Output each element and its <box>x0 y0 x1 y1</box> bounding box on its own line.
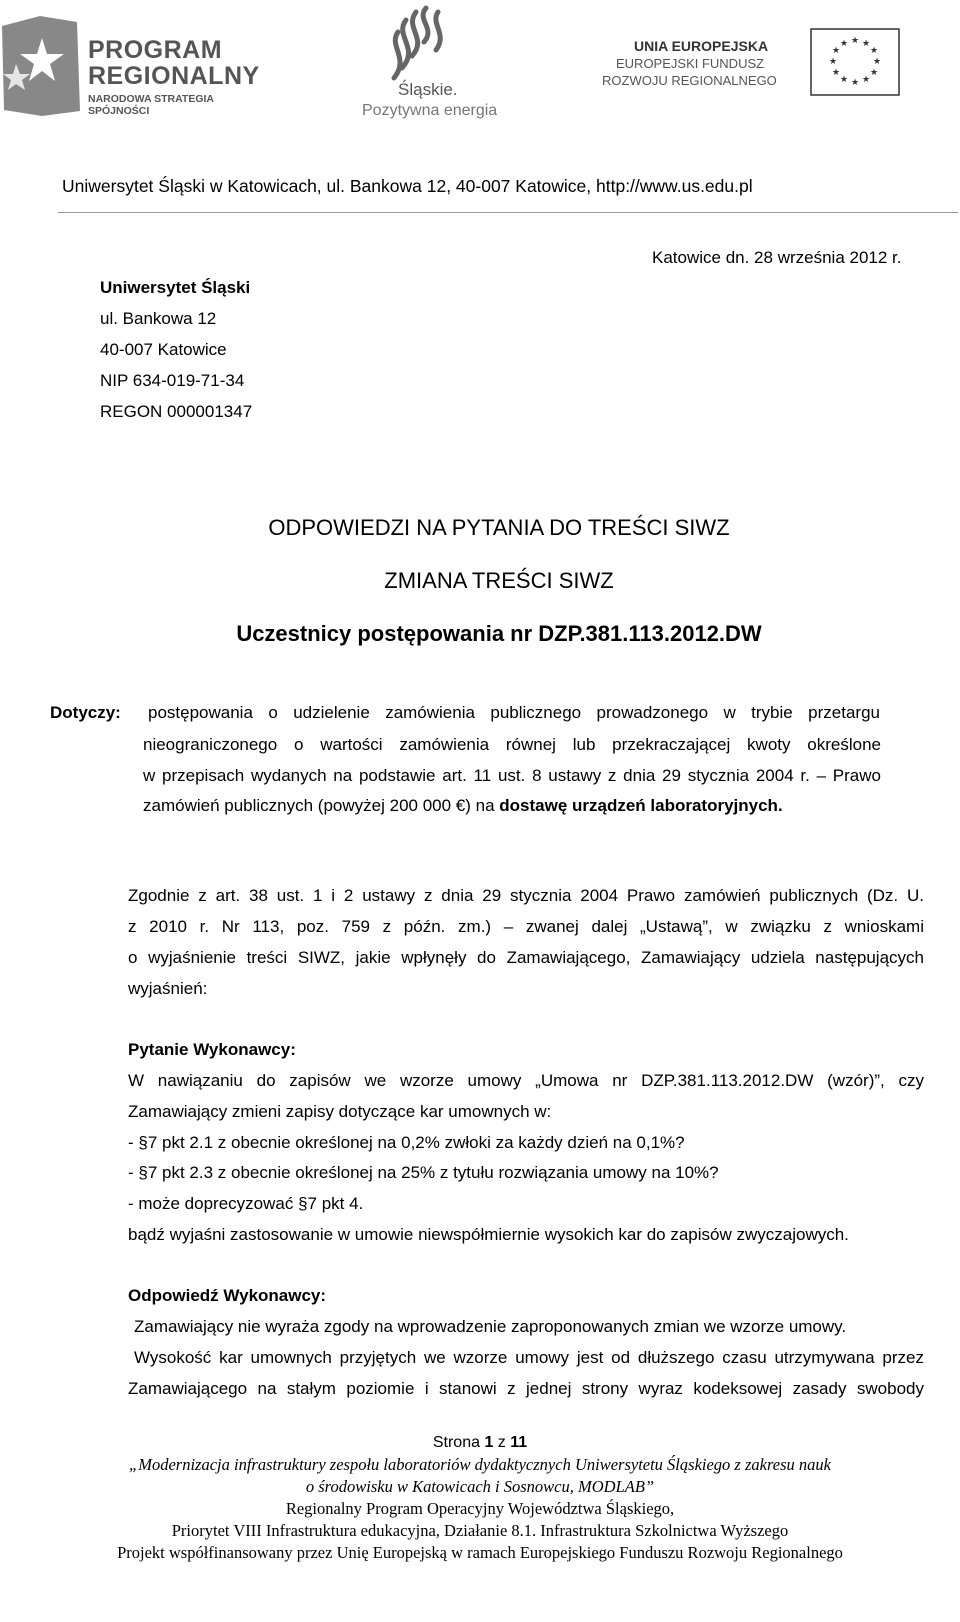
regarding-subject: dostawę urządzeń laboratoryjnych. <box>499 796 783 815</box>
regarding-line1: postępowania o udzielenie zamówienia publicznego prowadzonego w trybie przetargu <box>148 703 880 722</box>
footer-project-line1: „Modernizacja infrastruktury zespołu laboratoriów dydaktycznych Uniwersytetu Śląskiego z zakresu nauk <box>129 1455 831 1474</box>
logo-line2: REGIONALNY <box>88 62 260 90</box>
eu-line3: ROZWOJU REGIONALNEGO <box>602 73 777 88</box>
svg-text:★: ★ <box>839 75 849 85</box>
svg-text:★: ★ <box>828 57 838 67</box>
answer-label: Odpowiedź Wykonawcy: <box>128 1286 327 1305</box>
address-street: ul. Bankowa 12 <box>100 309 217 328</box>
logo-line1: PROGRAM <box>88 36 223 64</box>
question-line5: - może doprecyzować §7 pkt 4. <box>128 1194 364 1213</box>
svg-text:★: ★ <box>869 46 879 56</box>
regarding-line2: nieograniczonego o wartości zamówienia równej lub przekraczającej kwoty określone <box>143 735 881 754</box>
question-label: Pytanie Wykonawcy: <box>128 1040 296 1059</box>
footer-priority-line: Priorytet VIII Infrastruktura edukacyjna, Działanie 8.1. Infrastruktura Szkolnictwa Wyższego <box>171 1521 789 1540</box>
title-change: ZMIANA TREŚCI SIWZ <box>384 568 614 593</box>
slaskie-logo <box>350 2 520 128</box>
svg-text:★: ★ <box>831 68 841 78</box>
svg-text:★: ★ <box>850 78 860 88</box>
regarding-line4 <box>143 796 783 816</box>
slaskie-tagline: Pozytywna energia <box>362 102 498 119</box>
question-line4: - §7 pkt 2.3 z obecnie określonej na 25% z tytułu rozwiązania umowy na 10%? <box>128 1163 719 1182</box>
address-city: 40-007 Katowice <box>100 340 227 359</box>
svg-text:★: ★ <box>861 39 871 49</box>
address-nip: NIP 634-019-71-34 <box>100 371 245 390</box>
answer-line3: Zamawiającego na stałym poziomie i stanowi z jednej strony wyraz kodeksowej zasady swobody <box>128 1379 924 1398</box>
regarding-label: Dotyczy: <box>50 703 121 722</box>
svg-text:★: ★ <box>861 75 871 85</box>
page-prefix: Strona <box>432 1434 485 1451</box>
regarding-line4-text: zamówień publicznych (powyżej 200 000 €) na <box>143 796 500 815</box>
svg-text:★: ★ <box>869 68 879 78</box>
answer-line1: Zamawiający nie wyraża zgody na wprowadzenie zaproponowanych zmian we wzorze umowy. <box>134 1317 847 1336</box>
page-current: 1 <box>484 1434 494 1451</box>
question-line2: Zamawiający zmieni zapisy dotyczące kar umownych w: <box>128 1102 552 1121</box>
header-divider <box>58 212 958 213</box>
title-participants: Uczestnicy postępowania nr DZP.381.113.2012.DW <box>236 621 762 646</box>
svg-text:★: ★ <box>831 46 841 56</box>
svg-text:★: ★ <box>872 57 882 67</box>
question-line3: - §7 pkt 2.1 z obecnie określonej na 0,2% zwłoki za każdy dzień na 0,1%? <box>128 1133 685 1152</box>
regarding-line3: w przepisach wydanych na podstawie art. 11 ust. 8 ustawy z dnia 29 stycznia 2004 r. – Prawo <box>143 766 881 785</box>
intro-line3: o wyjaśnienie treści SIWZ, jakie wpłynęły do Zamawiającego, Zamawiający udziela następujących <box>128 948 924 967</box>
answer-line2: Wysokość kar umownych przyjętych we wzorze umowy jest od dłuższego czasu utrzymywana przez <box>134 1348 924 1367</box>
slaskie-name: Śląskie. <box>398 80 458 99</box>
intro-line4: wyjaśnień: <box>128 979 208 998</box>
footer-cofinance-line: Projekt współfinansowany przez Unię Europejską w ramach Europejskiego Funduszu Rozwoju Regionalnego <box>117 1543 843 1562</box>
program-regionalny-logo <box>0 8 260 118</box>
document-date: Katowice dn. 28 września 2012 r. <box>652 248 902 267</box>
title-answers: ODPOWIEDZI NA PYTANIA DO TREŚCI SIWZ <box>268 515 730 540</box>
question-line6: bądź wyjaśni zastosowanie w umowie niewspółmiernie wysokich kar do zapisów zwyczajowych. <box>128 1225 849 1244</box>
eu-logo <box>596 28 926 108</box>
eu-flag-icon <box>810 28 900 96</box>
eu-line1: UNIA EUROPEJSKA <box>634 38 769 54</box>
svg-text:★: ★ <box>839 39 849 49</box>
star-icon <box>2 16 82 116</box>
page-total: 11 <box>510 1434 528 1451</box>
svg-text:★: ★ <box>850 36 860 46</box>
question-line1: W nawiązaniu do zapisów we wzorze umowy „Umowa nr DZP.381.113.2012.DW (wzór)”, czy <box>128 1071 924 1090</box>
logo-line3: NARODOWA STRATEGIA SPÓJNOŚCI <box>88 93 214 117</box>
page-mid: z <box>493 1434 511 1451</box>
footer-program-line: Regionalny Program Operacyjny Województwa Śląskiego, <box>285 1499 675 1518</box>
wave-stripes-icon <box>376 2 466 82</box>
intro-line1: Zgodnie z art. 38 ust. 1 i 2 ustawy z dnia 29 stycznia 2004 Prawo zamówień publicznych (Dz. U. <box>128 886 924 905</box>
footer-project-line2: o środowisku w Katowicach i Sosnowcu, MODLAB” <box>305 1477 655 1496</box>
intro-line2: z 2010 r. Nr 113, poz. 759 z późn. zm.) – zwanej dalej „Ustawą”, w związku z wnioskami <box>128 917 924 936</box>
address-name: Uniwersytet Śląski <box>100 278 251 297</box>
eu-line2: EUROPEJSKI FUNDUSZ <box>616 56 765 71</box>
header-contact-line: Uniwersytet Śląski w Katowicach, ul. Bankowa 12, 40-007 Katowice, http://www.us.edu.pl <box>62 176 753 196</box>
page-number <box>0 1434 960 1452</box>
address-regon: REGON 000001347 <box>100 402 253 421</box>
